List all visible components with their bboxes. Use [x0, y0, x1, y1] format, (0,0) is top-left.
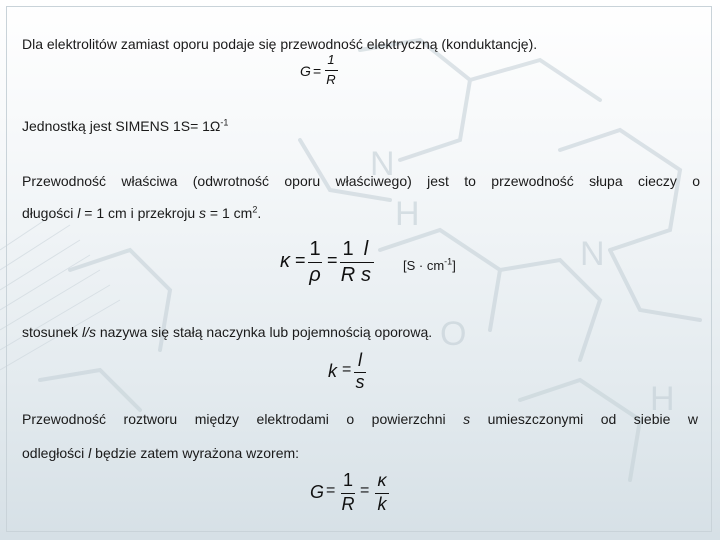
G: G — [310, 482, 325, 502]
unit-label — [403, 257, 456, 274]
var-l: l — [88, 445, 92, 461]
specific-conductance-line1: Przewodność właściwa (odwrotność oporu właściwego) jest to przewodność słupa cieczy o — [22, 173, 700, 189]
text: długości — [22, 205, 78, 221]
den2: k — [377, 494, 387, 514]
var-l: l — [77, 205, 81, 221]
var-s: s — [199, 205, 207, 221]
num2: κ — [377, 470, 387, 490]
num: l — [358, 350, 362, 370]
text: w — [687, 411, 698, 427]
svg-text:H: H — [395, 195, 420, 233]
formula-eq: = — [313, 63, 322, 79]
text: [S · cm — [403, 258, 445, 273]
svg-text:H: H — [650, 380, 675, 418]
formula-num: 1 — [327, 52, 335, 67]
text: = 1 cm i przekroju — [80, 205, 200, 221]
text: = 1 cm — [206, 205, 253, 221]
den3: s — [361, 264, 371, 286]
solution-conductance-line1 — [22, 411, 698, 428]
unit-text: Jednostką jest SIMENS 1S= 1Ω — [22, 118, 221, 134]
text: nazywa się stałą naczynka lub pojemnością oporową. — [95, 324, 433, 340]
kappa: κ — [280, 250, 290, 272]
num3: l — [363, 238, 369, 260]
sup: 2 — [252, 204, 258, 215]
den1: ρ — [309, 264, 321, 286]
text: stosunek — [22, 324, 82, 340]
var-ls: l/s — [81, 324, 96, 340]
sup: -1 — [444, 256, 453, 267]
svg-text:N: N — [370, 145, 395, 183]
eq: = — [342, 361, 352, 378]
formula-den: R — [326, 72, 336, 87]
eq1: = — [326, 482, 336, 499]
den: s — [355, 372, 365, 392]
text: ] — [452, 258, 456, 273]
eq2: = — [360, 482, 370, 499]
k: k — [328, 361, 337, 381]
specific-conductance-line2 — [22, 205, 261, 222]
svg-text:N: N — [580, 235, 605, 273]
text: Przewodność roztworu między elektrodami o powierzchni — [22, 411, 464, 427]
text: umieszczonymi od siebie — [470, 411, 688, 427]
var-s: s — [463, 411, 471, 427]
den1: R — [341, 494, 355, 514]
eq1: = — [295, 250, 306, 270]
formula-lhs: G — [300, 63, 311, 79]
unit-line — [22, 118, 228, 135]
svg-text:O: O — [440, 315, 467, 353]
text: . — [257, 205, 262, 221]
intro-line: Dla elektrolitów zamiast oporu podaje się przewodność elektryczną (konduktancję). — [22, 36, 538, 52]
num1: 1 — [342, 470, 353, 490]
cell-constant-line — [22, 324, 432, 341]
eq2: = — [327, 250, 338, 270]
unit-sup: -1 — [220, 117, 229, 128]
text: będzie zatem wyrażona wzorem: — [91, 445, 300, 461]
num1: 1 — [309, 238, 321, 260]
text: odległości — [22, 445, 89, 461]
den2: R — [340, 264, 356, 286]
num2: 1 — [342, 238, 354, 260]
solution-conductance-line2 — [22, 445, 299, 462]
